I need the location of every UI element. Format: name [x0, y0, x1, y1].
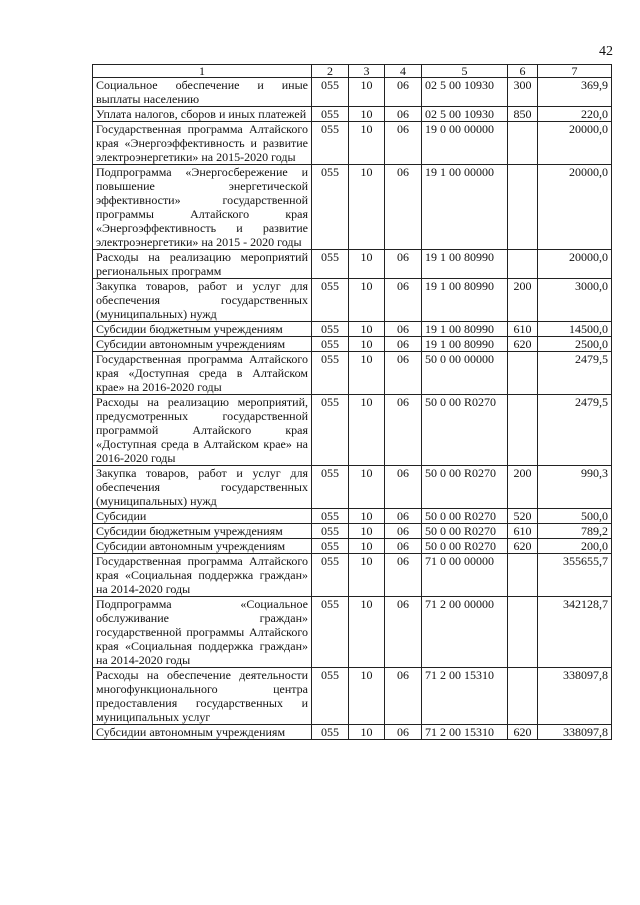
- row-expense-type-code: [508, 395, 538, 466]
- row-subsection-code: 06: [385, 725, 422, 740]
- row-expense-type-code: [508, 668, 538, 725]
- row-subsection-code: 06: [385, 466, 422, 509]
- row-amount: 2479,5: [538, 352, 612, 395]
- row-name: Государственная программа Алтайского края «Социальная поддержка граждан» на 2014-2020 годы: [93, 554, 312, 597]
- table-row: [93, 597, 612, 668]
- row-expense-type-code: 300: [508, 78, 538, 107]
- row-name: Социальное обеспечение и иные выплаты населению: [93, 78, 312, 107]
- table-row: [93, 554, 612, 597]
- row-amount: 3000,0: [538, 279, 612, 322]
- row-ministry-code: 055: [312, 165, 349, 250]
- row-ministry-code: 055: [312, 337, 349, 352]
- row-ministry-code: 055: [312, 395, 349, 466]
- table-row: [93, 352, 612, 395]
- table-row: [93, 78, 612, 107]
- row-target-code: 50 0 00 R0270: [422, 539, 508, 554]
- row-subsection-code: 06: [385, 597, 422, 668]
- row-section-code: 10: [349, 725, 385, 740]
- row-name: Подпрограмма «Энергосбережение и повышение энергетической эффективности» государственной программы Алтайского края «Энергоэффективность и развитие электроэнергетики» на 2015 - 2020 годы: [93, 165, 312, 250]
- row-subsection-code: 06: [385, 395, 422, 466]
- row-name: Государственная программа Алтайского края «Доступная среда в Алтайском крае» на 2016-2020 годы: [93, 352, 312, 395]
- row-name: Субсидии автономным учреждениям: [93, 539, 312, 554]
- row-target-code: 19 1 00 80990: [422, 337, 508, 352]
- row-subsection-code: 06: [385, 554, 422, 597]
- row-amount: 20000,0: [538, 165, 612, 250]
- row-name: Расходы на обеспечение деятельности многофункционального центра предоставления государственных и муниципальных услуг: [93, 668, 312, 725]
- row-amount: 338097,8: [538, 725, 612, 740]
- row-expense-type-code: 620: [508, 725, 538, 740]
- row-expense-type-code: 200: [508, 466, 538, 509]
- row-ministry-code: 055: [312, 107, 349, 122]
- budget-table: [92, 64, 612, 740]
- row-ministry-code: 055: [312, 597, 349, 668]
- row-ministry-code: 055: [312, 78, 349, 107]
- table-row: [93, 668, 612, 725]
- row-ministry-code: 055: [312, 539, 349, 554]
- row-section-code: 10: [349, 668, 385, 725]
- row-ministry-code: 055: [312, 554, 349, 597]
- row-section-code: 10: [349, 337, 385, 352]
- row-expense-type-code: [508, 352, 538, 395]
- table-row: [93, 725, 612, 740]
- page-number: 42: [599, 44, 613, 59]
- row-ministry-code: 055: [312, 466, 349, 509]
- row-expense-type-code: [508, 165, 538, 250]
- row-expense-type-code: 200: [508, 279, 538, 322]
- row-amount: 789,2: [538, 524, 612, 539]
- row-subsection-code: 06: [385, 322, 422, 337]
- row-ministry-code: 055: [312, 668, 349, 725]
- row-expense-type-code: 620: [508, 337, 538, 352]
- row-expense-type-code: 850: [508, 107, 538, 122]
- row-subsection-code: 06: [385, 337, 422, 352]
- row-section-code: 10: [349, 554, 385, 597]
- row-section-code: 10: [349, 539, 385, 554]
- row-target-code: 02 5 00 10930: [422, 107, 508, 122]
- row-amount: 220,0: [538, 107, 612, 122]
- row-amount: 2479,5: [538, 395, 612, 466]
- row-target-code: 50 0 00 R0270: [422, 466, 508, 509]
- row-subsection-code: 06: [385, 668, 422, 725]
- row-name: Субсидии бюджетным учреждениям: [93, 524, 312, 539]
- row-section-code: 10: [349, 165, 385, 250]
- row-target-code: 19 1 00 80990: [422, 322, 508, 337]
- column-header-amount: 7: [538, 65, 612, 78]
- row-ministry-code: 055: [312, 122, 349, 165]
- row-target-code: 50 0 00 00000: [422, 352, 508, 395]
- row-section-code: 10: [349, 395, 385, 466]
- row-subsection-code: 06: [385, 352, 422, 395]
- table-row: [93, 395, 612, 466]
- row-expense-type-code: 610: [508, 524, 538, 539]
- row-name: Государственная программа Алтайского края «Энергоэффективность и развитие электроэнергетики» на 2015-2020 годы: [93, 122, 312, 165]
- row-section-code: 10: [349, 524, 385, 539]
- row-amount: 200,0: [538, 539, 612, 554]
- row-target-code: 71 0 00 00000: [422, 554, 508, 597]
- table-row: [93, 539, 612, 554]
- row-name: Субсидии: [93, 509, 312, 524]
- row-target-code: 71 2 00 00000: [422, 597, 508, 668]
- row-section-code: 10: [349, 122, 385, 165]
- row-name: Расходы на реализацию мероприятий, предусмотренных государственной программой Алтайского края «Доступная среда в Алтайском крае» на 2016-2020 годы: [93, 395, 312, 466]
- row-section-code: 10: [349, 597, 385, 668]
- row-section-code: 10: [349, 322, 385, 337]
- column-header-target: 5: [422, 65, 508, 78]
- row-name: Подпрограмма «Социальное обслуживание граждан» государственной программы Алтайского края «Социальная поддержка граждан» на 2014-2020 годы: [93, 597, 312, 668]
- row-expense-type-code: 610: [508, 322, 538, 337]
- row-target-code: 19 0 00 00000: [422, 122, 508, 165]
- row-target-code: 19 1 00 80990: [422, 250, 508, 279]
- row-target-code: 71 2 00 15310: [422, 668, 508, 725]
- column-header-expense-type: 6: [508, 65, 538, 78]
- table-row: [93, 322, 612, 337]
- row-amount: 14500,0: [538, 322, 612, 337]
- table-row: [93, 337, 612, 352]
- row-amount: 2500,0: [538, 337, 612, 352]
- table-row: [93, 250, 612, 279]
- row-subsection-code: 06: [385, 509, 422, 524]
- row-subsection-code: 06: [385, 524, 422, 539]
- row-section-code: 10: [349, 250, 385, 279]
- row-subsection-code: 06: [385, 539, 422, 554]
- row-subsection-code: 06: [385, 250, 422, 279]
- row-ministry-code: 055: [312, 279, 349, 322]
- row-expense-type-code: 620: [508, 539, 538, 554]
- table-row: [93, 107, 612, 122]
- column-header-name: 1: [93, 65, 312, 78]
- row-target-code: 19 1 00 80990: [422, 279, 508, 322]
- row-subsection-code: 06: [385, 279, 422, 322]
- column-header-subsection: 4: [385, 65, 422, 78]
- row-section-code: 10: [349, 466, 385, 509]
- row-ministry-code: 055: [312, 322, 349, 337]
- column-header-ministry: 2: [312, 65, 349, 78]
- table-row: [93, 509, 612, 524]
- row-subsection-code: 06: [385, 78, 422, 107]
- row-section-code: 10: [349, 279, 385, 322]
- row-section-code: 10: [349, 352, 385, 395]
- row-name: Субсидии автономным учреждениям: [93, 337, 312, 352]
- table-row: [93, 165, 612, 250]
- column-header-section: 3: [349, 65, 385, 78]
- row-target-code: 50 0 00 R0270: [422, 509, 508, 524]
- row-amount: 990,3: [538, 466, 612, 509]
- column-number-row: [93, 65, 612, 78]
- row-amount: 20000,0: [538, 250, 612, 279]
- row-ministry-code: 055: [312, 352, 349, 395]
- row-expense-type-code: [508, 122, 538, 165]
- row-name: Субсидии автономным учреждениям: [93, 725, 312, 740]
- row-section-code: 10: [349, 509, 385, 524]
- row-section-code: 10: [349, 107, 385, 122]
- row-subsection-code: 06: [385, 165, 422, 250]
- row-name: Уплата налогов, сборов и иных платежей: [93, 107, 312, 122]
- row-amount: 500,0: [538, 509, 612, 524]
- row-amount: 338097,8: [538, 668, 612, 725]
- row-section-code: 10: [349, 78, 385, 107]
- row-amount: 342128,7: [538, 597, 612, 668]
- row-expense-type-code: 520: [508, 509, 538, 524]
- row-name: Субсидии бюджетным учреждениям: [93, 322, 312, 337]
- row-ministry-code: 055: [312, 250, 349, 279]
- row-target-code: 50 0 00 R0270: [422, 395, 508, 466]
- row-amount: 20000,0: [538, 122, 612, 165]
- row-name: Расходы на реализацию мероприятий региональных программ: [93, 250, 312, 279]
- row-ministry-code: 055: [312, 524, 349, 539]
- row-expense-type-code: [508, 250, 538, 279]
- table-body: [93, 78, 612, 740]
- row-name: Закупка товаров, работ и услуг для обеспечения государственных (муниципальных) нужд: [93, 466, 312, 509]
- row-subsection-code: 06: [385, 107, 422, 122]
- row-ministry-code: 055: [312, 725, 349, 740]
- row-amount: 369,9: [538, 78, 612, 107]
- table-row: [93, 466, 612, 509]
- row-target-code: 02 5 00 10930: [422, 78, 508, 107]
- row-target-code: 50 0 00 R0270: [422, 524, 508, 539]
- table-row: [93, 279, 612, 322]
- row-expense-type-code: [508, 597, 538, 668]
- row-name: Закупка товаров, работ и услуг для обеспечения государственных (муниципальных) нужд: [93, 279, 312, 322]
- row-subsection-code: 06: [385, 122, 422, 165]
- row-target-code: 71 2 00 15310: [422, 725, 508, 740]
- row-amount: 355655,7: [538, 554, 612, 597]
- table-row: [93, 524, 612, 539]
- table-row: [93, 122, 612, 165]
- row-ministry-code: 055: [312, 509, 349, 524]
- row-target-code: 19 1 00 00000: [422, 165, 508, 250]
- row-expense-type-code: [508, 554, 538, 597]
